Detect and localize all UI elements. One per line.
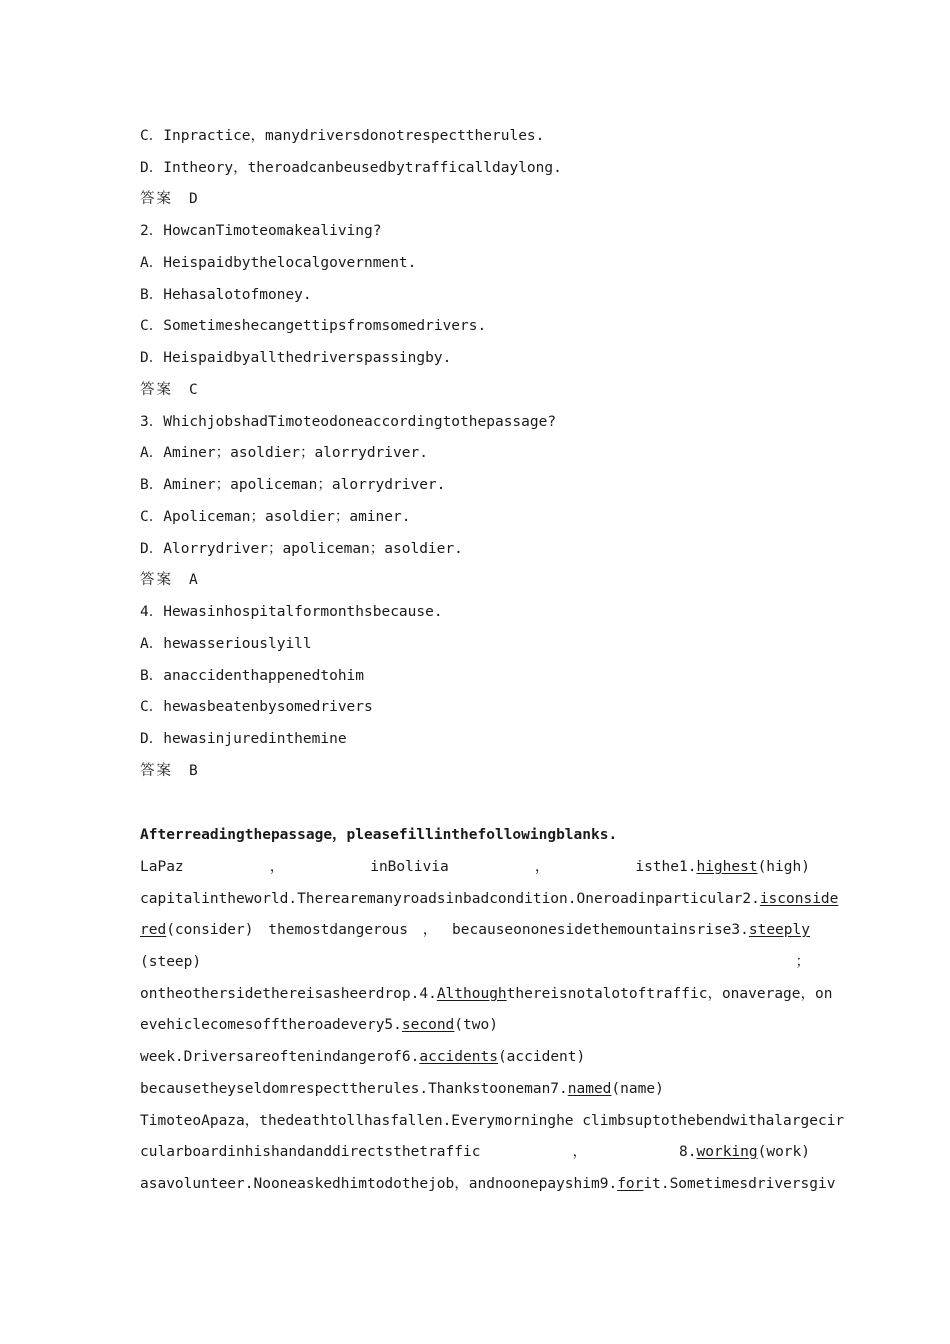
q4-stem: 4．Hewasinhospitalformonthsbecause.	[140, 604, 443, 620]
q3-option-c: C．Apoliceman；asoldier；aminer.	[140, 509, 411, 525]
fill-text: cularboardinhishandanddirectsthetraffic	[140, 1144, 481, 1160]
fill-text: isthe1.highest(high)	[635, 859, 810, 875]
blank-answer-2: isconside	[759, 891, 839, 907]
fill-line-3	[140, 920, 810, 940]
q3-answer	[140, 570, 810, 590]
blank-answer-6: accidents	[419, 1049, 498, 1065]
fill-heading: Afterreadingthepassage，pleasefillinthefollowingblanks.	[140, 827, 618, 843]
fill-text: ，	[534, 859, 550, 875]
q3-option-a: A．Aminer；asoldier；alorrydriver.	[140, 445, 428, 461]
blank-answer-4: Although	[436, 986, 507, 1002]
fill-text: ；	[795, 954, 810, 970]
fill-line-2: capitalintheworld.Therearemanyroadsinbadcondition.Oneroadinparticular2.isconside	[140, 891, 839, 907]
q3-stem: 3．WhichjobshadTimoteodoneaccordingtothepassage?	[140, 414, 557, 430]
fill-line-11: asavolunteer.Nooneaskedhimtodothejob，andnoonepayshim9.forit.Sometimesdriversgiv	[140, 1176, 836, 1192]
answer-label: 答案	[140, 382, 173, 398]
fill-text: ，	[422, 922, 438, 938]
blank-answer-2-cont: red	[140, 922, 167, 938]
q4-answer	[140, 761, 810, 781]
fill-text: red(consider)	[140, 922, 254, 938]
blank-answer-7: named	[567, 1081, 612, 1097]
q2-option-b: B．Hehasalotofmoney.	[140, 287, 312, 303]
q2-option-a: A．Heispaidbythelocalgovernment.	[140, 255, 417, 271]
answer-value: D	[189, 191, 198, 207]
fill-text: LaPaz	[140, 859, 184, 875]
q4-option-b: B．anaccidenthappenedtohim	[140, 668, 365, 684]
q1-option-c: C．Inpractice，manydriversdonotrespecttherules.	[140, 128, 545, 144]
q4-option-c: C．hewasbeatenbysomedrivers	[140, 699, 373, 715]
q1-answer	[140, 189, 810, 209]
q3-option-d: D．Alorrydriver；apoliceman；asoldier.	[140, 541, 463, 557]
fill-text: themostdangerous	[268, 922, 408, 938]
q3-option-b: B．Aminer；apoliceman；alorrydriver.	[140, 477, 446, 493]
fill-line-1	[140, 857, 810, 877]
answer-value: C	[189, 382, 198, 398]
q2-stem: 2．HowcanTimoteomakealiving?	[140, 223, 382, 239]
blank-answer-3: steeply	[748, 922, 810, 938]
fill-line-4	[140, 952, 810, 972]
fill-line-6: evehiclecomesofftheroadevery5.second(two)	[140, 1017, 498, 1033]
answer-label: 答案	[140, 763, 173, 779]
answer-value: B	[189, 763, 198, 779]
fill-text: becauseononesidethemountainsrise3.steeply	[452, 922, 810, 938]
q2-option-c: C．Sometimeshecangettipsfromsomedrivers.	[140, 318, 487, 334]
blank-answer-9: for	[617, 1176, 644, 1192]
fill-text: 8.working(work)	[679, 1144, 810, 1160]
fill-text: ，	[269, 859, 285, 875]
answer-label: 答案	[140, 572, 173, 588]
fill-line-9: TimoteoApaza，thedeathtollhasfallen.Everymorninghe climbsuptothebendwithalargecir	[140, 1113, 845, 1129]
fill-line-7: week.Driversareoftenindangerof6.accidents(accident)	[140, 1049, 586, 1065]
q2-option-d: D．Heispaidbyallthedriverspassingby.	[140, 350, 452, 366]
fill-line-10	[140, 1142, 810, 1162]
fill-text: (steep)	[140, 954, 202, 970]
fill-line-5: ontheothersidethereisasheerdrop.4.Althoughthereisnotalotoftraffic，onaverage，on	[140, 986, 833, 1002]
blank-answer-1: highest	[696, 859, 758, 875]
q2-answer	[140, 380, 810, 400]
blank-answer-5: second	[401, 1017, 455, 1033]
blank-answer-8: working	[696, 1144, 758, 1160]
q1-option-d: D．Intheory，theroadcanbeusedbytrafficalldaylong.	[140, 160, 562, 176]
q4-option-d: D．hewasinjuredinthemine	[140, 731, 347, 747]
fill-line-8: becausetheyseldomrespecttherules.Thankstooneman7.named(name)	[140, 1081, 664, 1097]
fill-text: inBolivia	[370, 859, 449, 875]
answer-value: A	[189, 572, 198, 588]
q4-option-a: A．hewasseriouslyill	[140, 636, 312, 652]
answer-label: 答案	[140, 191, 173, 207]
fill-text: ，	[572, 1144, 587, 1160]
